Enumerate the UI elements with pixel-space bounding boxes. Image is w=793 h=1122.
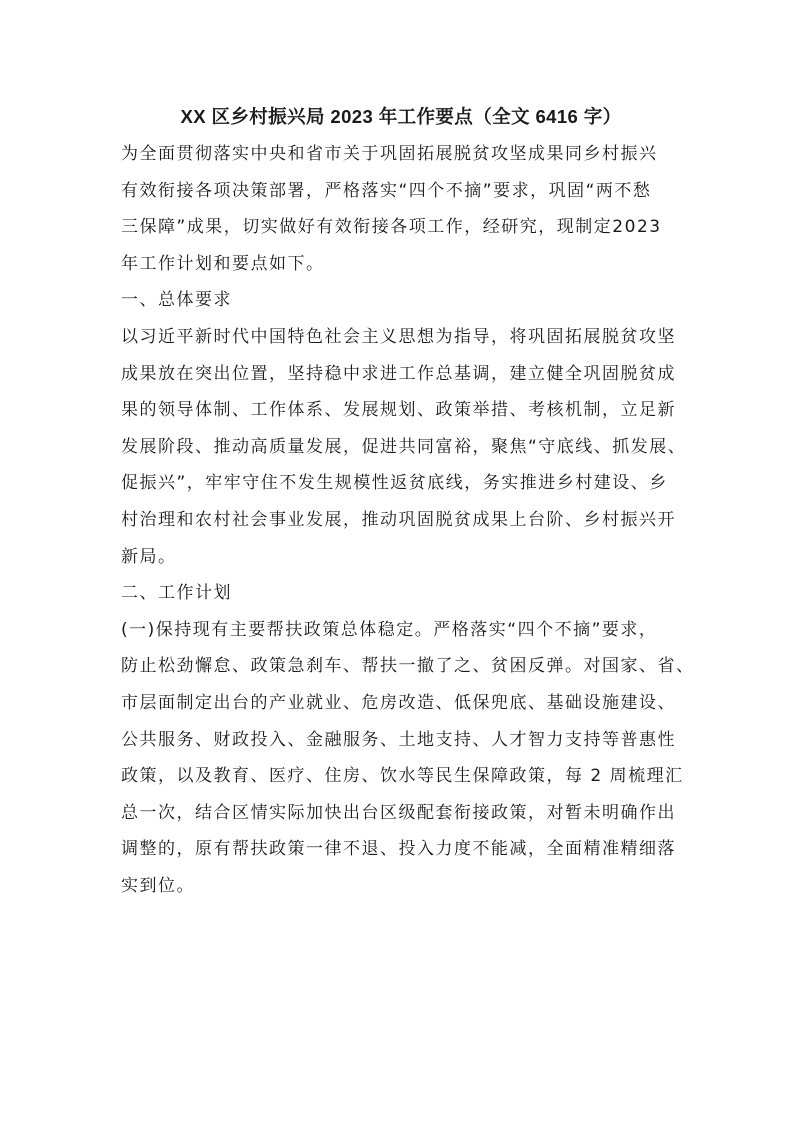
- paragraph-line: 防止松劲懈怠、政策急刹车、帮扶一撤了之、贫困反弹。对国家、省、: [121, 656, 695, 677]
- paragraph-line: 年工作计划和要点如下。: [121, 253, 325, 274]
- intro-paragraph: [121, 136, 681, 282]
- paragraph-line: 村治理和农村社会事业发展，推动巩固脱贫成果上台阶、乡村振兴开: [121, 509, 676, 530]
- section-heading-work-plan: [121, 575, 681, 612]
- document-body: [121, 98, 695, 904]
- document-title: XX 区乡村振兴局 2023 年工作要点（全文 6416 字）: [180, 106, 622, 127]
- paragraph-line: 总一次，结合区情实际加快出台区级配套衔接政策，对暂未明确作出: [121, 802, 676, 823]
- paragraph-line: 调整的，原有帮扶政策一律不退、投入力度不能减，全面精准精细落: [121, 839, 676, 860]
- paragraph-line: 三保障”成果，切实做好有效衔接各项工作，经研究，现制定2023: [121, 217, 662, 238]
- paragraph-line: 成果放在突出位置，坚持稳中求进工作总基调，建立健全巩固脱贫成: [121, 363, 676, 384]
- paragraph-line: 促振兴”，牢牢守住不发生规模性返贫底线，务实推进乡村建设、乡: [121, 473, 668, 494]
- paragraph-line: 以习近平新时代中国特色社会主义思想为指导，将巩固拓展脱贫攻坚: [121, 326, 676, 347]
- section-heading-text: 一、总体要求: [121, 290, 232, 311]
- paragraph-line: 市层面制定出台的产业就业、危房改造、低保兜底、基础设施建设、: [121, 692, 676, 713]
- general-requirements-paragraph: [121, 319, 687, 575]
- paragraph-line: 实到位。: [121, 875, 195, 896]
- section-heading-text: 二、工作计划: [121, 583, 232, 604]
- paragraph-line: 发展阶段、推动高质量发展，促进共同富裕，聚焦“守底线、抓发展、: [121, 436, 687, 457]
- paragraph-line: 公共服务、财政投入、金融服务、土地支持、人才智力支持等普惠性: [121, 729, 676, 750]
- paragraph-line: (一)保持现有主要帮扶政策总体稳定。严格落实“四个不摘”要求，: [121, 619, 658, 640]
- paragraph-line: 政策，以及教育、医疗、住房、饮水等民生保障政策，每 2 周梳理汇: [121, 766, 684, 787]
- paragraph-line: 新局。: [121, 546, 177, 567]
- work-plan-item-1-paragraph: [121, 612, 695, 905]
- paragraph-line: 果的领导体制、工作体系、发展规划、政策举措、考核机制，立足新: [121, 400, 676, 421]
- section-heading-general-requirements: [121, 282, 681, 319]
- paragraph-line: 有效衔接各项决策部署，严格落实“四个不摘”要求，巩固“两不愁: [121, 180, 652, 201]
- paragraph-line: 为全面贯彻落实中央和省市关于巩固拓展脱贫攻坚成果同乡村振兴: [121, 144, 658, 164]
